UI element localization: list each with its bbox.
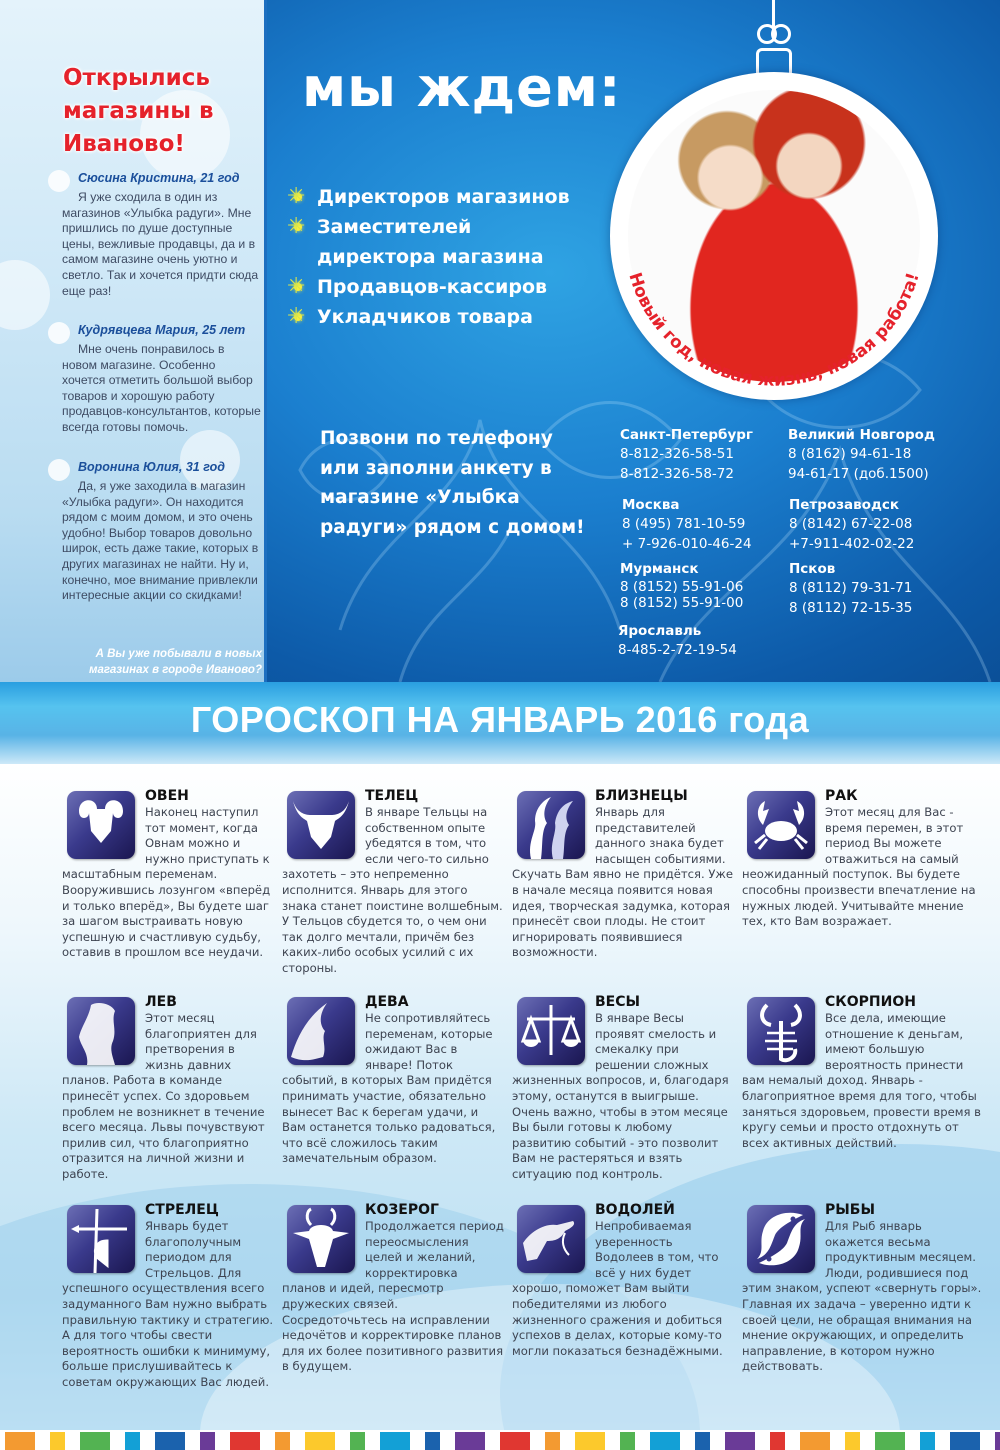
job-label: Директоров магазинов [317, 186, 570, 208]
ornament-bow-icon [757, 24, 791, 42]
city-name: Москва [622, 497, 680, 513]
phone-number[interactable]: + 7-926-010-46-24 [622, 535, 752, 552]
star-bullet-icon [288, 277, 308, 297]
job-item [286, 272, 570, 302]
strip-block [305, 1432, 335, 1450]
review-text: Я уже сходила в один из магазинов «Улыбка радуги». Мне пришлись по душе доступные цены, вежливые продавцы, да и в самом магазине очень уютно и светло. Так и хочется придти сюда еще раз! [62, 190, 259, 298]
sign-text: Для Рыб январь окажется весьма продуктивным месяцем. Люди, родившиеся под этим знаком, успеют «свернуть горы». Главная их задача – уверенно идти к своей цели, не обращая внимания на мнение окружающих, и определить направление, в котором нужно действовать. [742, 1219, 982, 1374]
review [62, 459, 262, 604]
phone-number[interactable]: 8 (495) 781-10-59 [622, 516, 746, 532]
zodiac-leo [62, 994, 274, 1183]
phone-number[interactable]: 8 (8112) 79-31-71 [789, 580, 913, 596]
color-strip [0, 1430, 1000, 1450]
call-to-action: Позвони по телефону или заполни анкету в магазине «Улыбка радуги» рядом с домом! [320, 428, 585, 538]
sign-name: ТЕЛЕЦ [365, 788, 419, 804]
strip-block [770, 1432, 785, 1450]
sign-text: Январь будет благополучным периодом для Стрельцов. Для успешного осуществления всего задуманного Вам нужно выбрать правильную тактику и стратегию. А для того чтобы свести вероятность ошибки к минимуму, больше прислушивайтесь к советам окружающих Вас людей. [62, 1219, 274, 1389]
strip-block [5, 1432, 35, 1450]
review [62, 170, 262, 299]
sign-name: РАК [825, 788, 858, 804]
phone-number[interactable]: 8 (8152) 55-91-00 [620, 595, 744, 611]
stores-headline: Открылись магазины в Иваново! [63, 65, 214, 157]
city-name: Великий Новгород [788, 427, 935, 443]
review-author: Кудрявцева Мария, 25 лет [78, 323, 246, 337]
sign-name: ВЕСЫ [595, 994, 641, 1010]
contact-city [788, 426, 968, 484]
strip-block [695, 1432, 710, 1450]
strip-block [455, 1432, 485, 1450]
zodiac-gemini [512, 788, 734, 961]
bull-icon [287, 791, 355, 859]
sign-text: Продолжается период переосмысления целей и желаний, корректировка планов и идей, пересмотр дружеских связей. Сосредоточьтесь на исправлении недочётов и корректировке планов для их более позитивного развития в будущем. [282, 1219, 504, 1374]
strip-block [650, 1432, 680, 1450]
strip-block [155, 1432, 185, 1450]
city-name: Ярославль [618, 623, 702, 639]
contact-city [620, 560, 800, 611]
zodiac-virgo [282, 994, 504, 1167]
zodiac-aries [62, 788, 274, 961]
virgin-icon [287, 997, 355, 1065]
phone-number[interactable]: 8 (8112) 72-15-35 [789, 599, 913, 616]
strip-block [80, 1432, 110, 1450]
city-name: Псков [789, 561, 836, 577]
strip-block [950, 1432, 980, 1450]
slogan-text: Новый год, новая жизнь, новая работа! [624, 270, 924, 391]
sign-name: ОВЕН [145, 788, 189, 804]
zodiac-capricorn [282, 1202, 504, 1375]
sign-text: Непробиваемая уверенность Водолеев в том, что всё у них будет хорошо, поможет Вам выйти победителями из любого жизненного сражения и добиться успехов в делах, которые кому-то могли показаться безнадёжными. [512, 1219, 723, 1358]
sign-text: Все дела, имеющие отношение к деньгам, имеют большую вероятность принести вам немалый доход. Январь - благоприятное время для того, чтобы заняться здоровьем, провести время в кругу семьи и просто отдохнуть от всех активных действий. [742, 1011, 981, 1150]
strip-block [500, 1432, 530, 1450]
job-label: Укладчиков товара [317, 306, 533, 328]
job-list [286, 182, 570, 332]
horoscope-grid [0, 764, 1000, 1430]
lion-icon [67, 997, 135, 1065]
job-item [286, 302, 570, 332]
strip-block [230, 1432, 260, 1450]
star-bullet-icon [288, 307, 308, 327]
strip-block [545, 1432, 560, 1450]
review-author: Воронина Юлия, 31 год [78, 460, 225, 474]
scorpion-icon [747, 997, 815, 1065]
contact-city [622, 496, 802, 554]
strip-block [800, 1432, 830, 1450]
contacts-list [618, 426, 998, 666]
stores-opened-column [0, 0, 267, 682]
strip-block [380, 1432, 410, 1450]
strip-block [920, 1432, 935, 1450]
review-text: Да, я уже заходила в магазин «Улыбка радуги». Он находится рядом с моим домом, и это очень удобно! Выбор товаров довольно широк, есть даже такие, которых в других магазинах не найти. Ну и, конечно, мое внимание привлекли интересные акции со скидками! [62, 479, 259, 603]
job-label: директора магазина [317, 246, 544, 268]
sign-text: Этот месяц благоприятен для претворения в жизнь давних планов. Работа в команде принесёт успех. Со здоровьем проблем не возникнет в течение всего месяца. Львы почувствуют прилив сил, что благоприятно отразится на личной жизни и работе. [62, 1011, 265, 1181]
strip-block [875, 1432, 905, 1450]
contact-city [620, 426, 800, 484]
sign-name: ЛЕВ [145, 994, 177, 1010]
job-item [286, 242, 570, 272]
sign-text: Январь для представителей данного знака будет насыщен событиями. Скучать Вам явно не придётся. Уже в начале месяца появится новая идея, творческая задумка, которая принесёт свои плоды. Не стоит игнорировать появившиеся возможности. [512, 805, 733, 960]
phone-number[interactable]: 8 (8142) 67-22-08 [789, 516, 913, 532]
star-bullet-icon [288, 187, 308, 207]
phone-number[interactable]: 8 (8162) 94-61-18 [788, 446, 912, 462]
sign-name: КОЗЕРОГ [365, 1202, 439, 1218]
contact-city [789, 560, 969, 618]
sign-name: СКОРПИОН [825, 994, 916, 1010]
strip-block [575, 1432, 605, 1450]
bauble-icon [48, 322, 70, 344]
review-text: Мне очень понравилось в новом магазине. Особенно хочется отметить большой выбор товаров и хорошую работу продавцов-консультантов, которые всегда готовы помочь. [62, 342, 261, 434]
sign-text: В январе Тельцы на собственном опыте убедятся в том, что если чего-то сильно захотеть – это непременно исполнится. Январь для этого знака станет поистине волшебным. У Тельцов сбудется то, о чем они так долго мечтали, причём без каких-либо особых усилий с их стороны. [282, 805, 503, 975]
strip-block [425, 1432, 440, 1450]
sign-text: В январе Весы проявят смелость и смекалку при решении сложных жизненных вопросов, и, благодаря этому, останутся в выигрыше. Очень важно, чтобы в этом месяце Вы были готовы к любому развитию событий - это позволит Вам не растеряться и взять ситуацию под контроль. [512, 1011, 729, 1181]
zodiac-scorpio [742, 994, 982, 1151]
bauble-icon [48, 459, 70, 481]
sign-name: ВОДОЛЕЙ [595, 1202, 675, 1218]
phone-number[interactable]: +7-911-402-02-22 [789, 535, 915, 552]
svg-text:Новый год, новая жизнь, новая [624, 270, 923, 391]
city-name: Мурманск [620, 561, 699, 577]
phone-number[interactable]: 8-812-326-58-72 [620, 465, 734, 482]
sign-text: Этот месяц для Вас - время перемен, в этот период Вы можете отважиться на самый неожиданный поступок. Вы будете способны произвести впечатление на нужных людей. Учитывайте мнение тех, кто Вам возражает. [742, 805, 976, 929]
closing-question: А Вы уже побывали в новых магазинах в городе Иваново? [88, 648, 262, 676]
horoscope-title: ГОРОСКОП НА ЯНВАРЬ 2016 года [190, 699, 810, 740]
twins-icon [517, 791, 585, 859]
star-bullet-icon [288, 217, 308, 237]
bauble-icon [48, 170, 70, 192]
phone-number[interactable]: 8-812-326-58-51 [620, 446, 734, 462]
zodiac-sagittarius [62, 1202, 274, 1391]
job-item [286, 182, 570, 212]
ram-icon [67, 791, 135, 859]
scales-icon [517, 997, 585, 1065]
zodiac-aquarius [512, 1202, 734, 1359]
phone-number[interactable]: 94-61-17 (доб.1500) [788, 465, 929, 482]
sign-name: ДЕВА [365, 994, 409, 1010]
contact-city [618, 622, 798, 661]
strip-block [125, 1432, 140, 1450]
zodiac-pisces [742, 1202, 982, 1375]
job-item [286, 212, 570, 242]
slogan-arc [610, 72, 938, 400]
job-label: Заместителей [317, 216, 472, 238]
water-bearer-icon [517, 1205, 585, 1273]
zodiac-libra [512, 994, 734, 1183]
vacancy-title: мы ждем: [302, 56, 622, 119]
sign-text: Не сопротивляйтесь переменам, которые ожидают Вас в январе! Поток событий, в которых Вам придётся принимать участие, обязательно вынесет Вас к берегам удачи, и Вам останется только радоваться, что всё сложилось таким замечательным образом. [282, 1011, 496, 1166]
vacancy-banner [0, 0, 1000, 682]
job-label: Продавцов-кассиров [317, 276, 548, 298]
strip-block [350, 1432, 365, 1450]
sign-name: БЛИЗНЕЦЫ [595, 788, 688, 804]
sign-text: Наконец наступил тот момент, когда Овнам можно и нужно приступать к масштабным переменам. Вооружившись лозунгом «вперёд и только вперёд», Вы будете шаг за шагом выстраивать новую успешную и счастливую судьбу, оставив в прошлом все неудачи. [62, 805, 271, 960]
strip-block [275, 1432, 290, 1450]
horoscope-header [0, 682, 1000, 764]
sign-name: РЫБЫ [825, 1202, 875, 1218]
strip-block [620, 1432, 635, 1450]
review-author: Сюсина Кристина, 21 год [78, 171, 240, 185]
city-name: Санкт-Петербург [620, 427, 753, 443]
review [62, 322, 262, 436]
city-name: Петрозаводск [789, 497, 900, 513]
crab-icon [747, 791, 815, 859]
archer-icon [67, 1205, 135, 1273]
strip-block [725, 1432, 755, 1450]
phone-number[interactable]: 8-485-2-72-19-54 [618, 642, 737, 658]
strip-block [200, 1432, 215, 1450]
strip-block [50, 1432, 65, 1450]
sign-name: СТРЕЛЕЦ [145, 1202, 219, 1218]
goat-icon [287, 1205, 355, 1273]
fish-icon [747, 1205, 815, 1273]
zodiac-taurus [282, 788, 504, 977]
phone-number[interactable]: 8 (8152) 55-91-06 [620, 579, 744, 595]
strip-block [995, 1432, 1000, 1450]
contact-city [789, 496, 969, 554]
zodiac-cancer [742, 788, 982, 930]
strip-block [845, 1432, 860, 1450]
